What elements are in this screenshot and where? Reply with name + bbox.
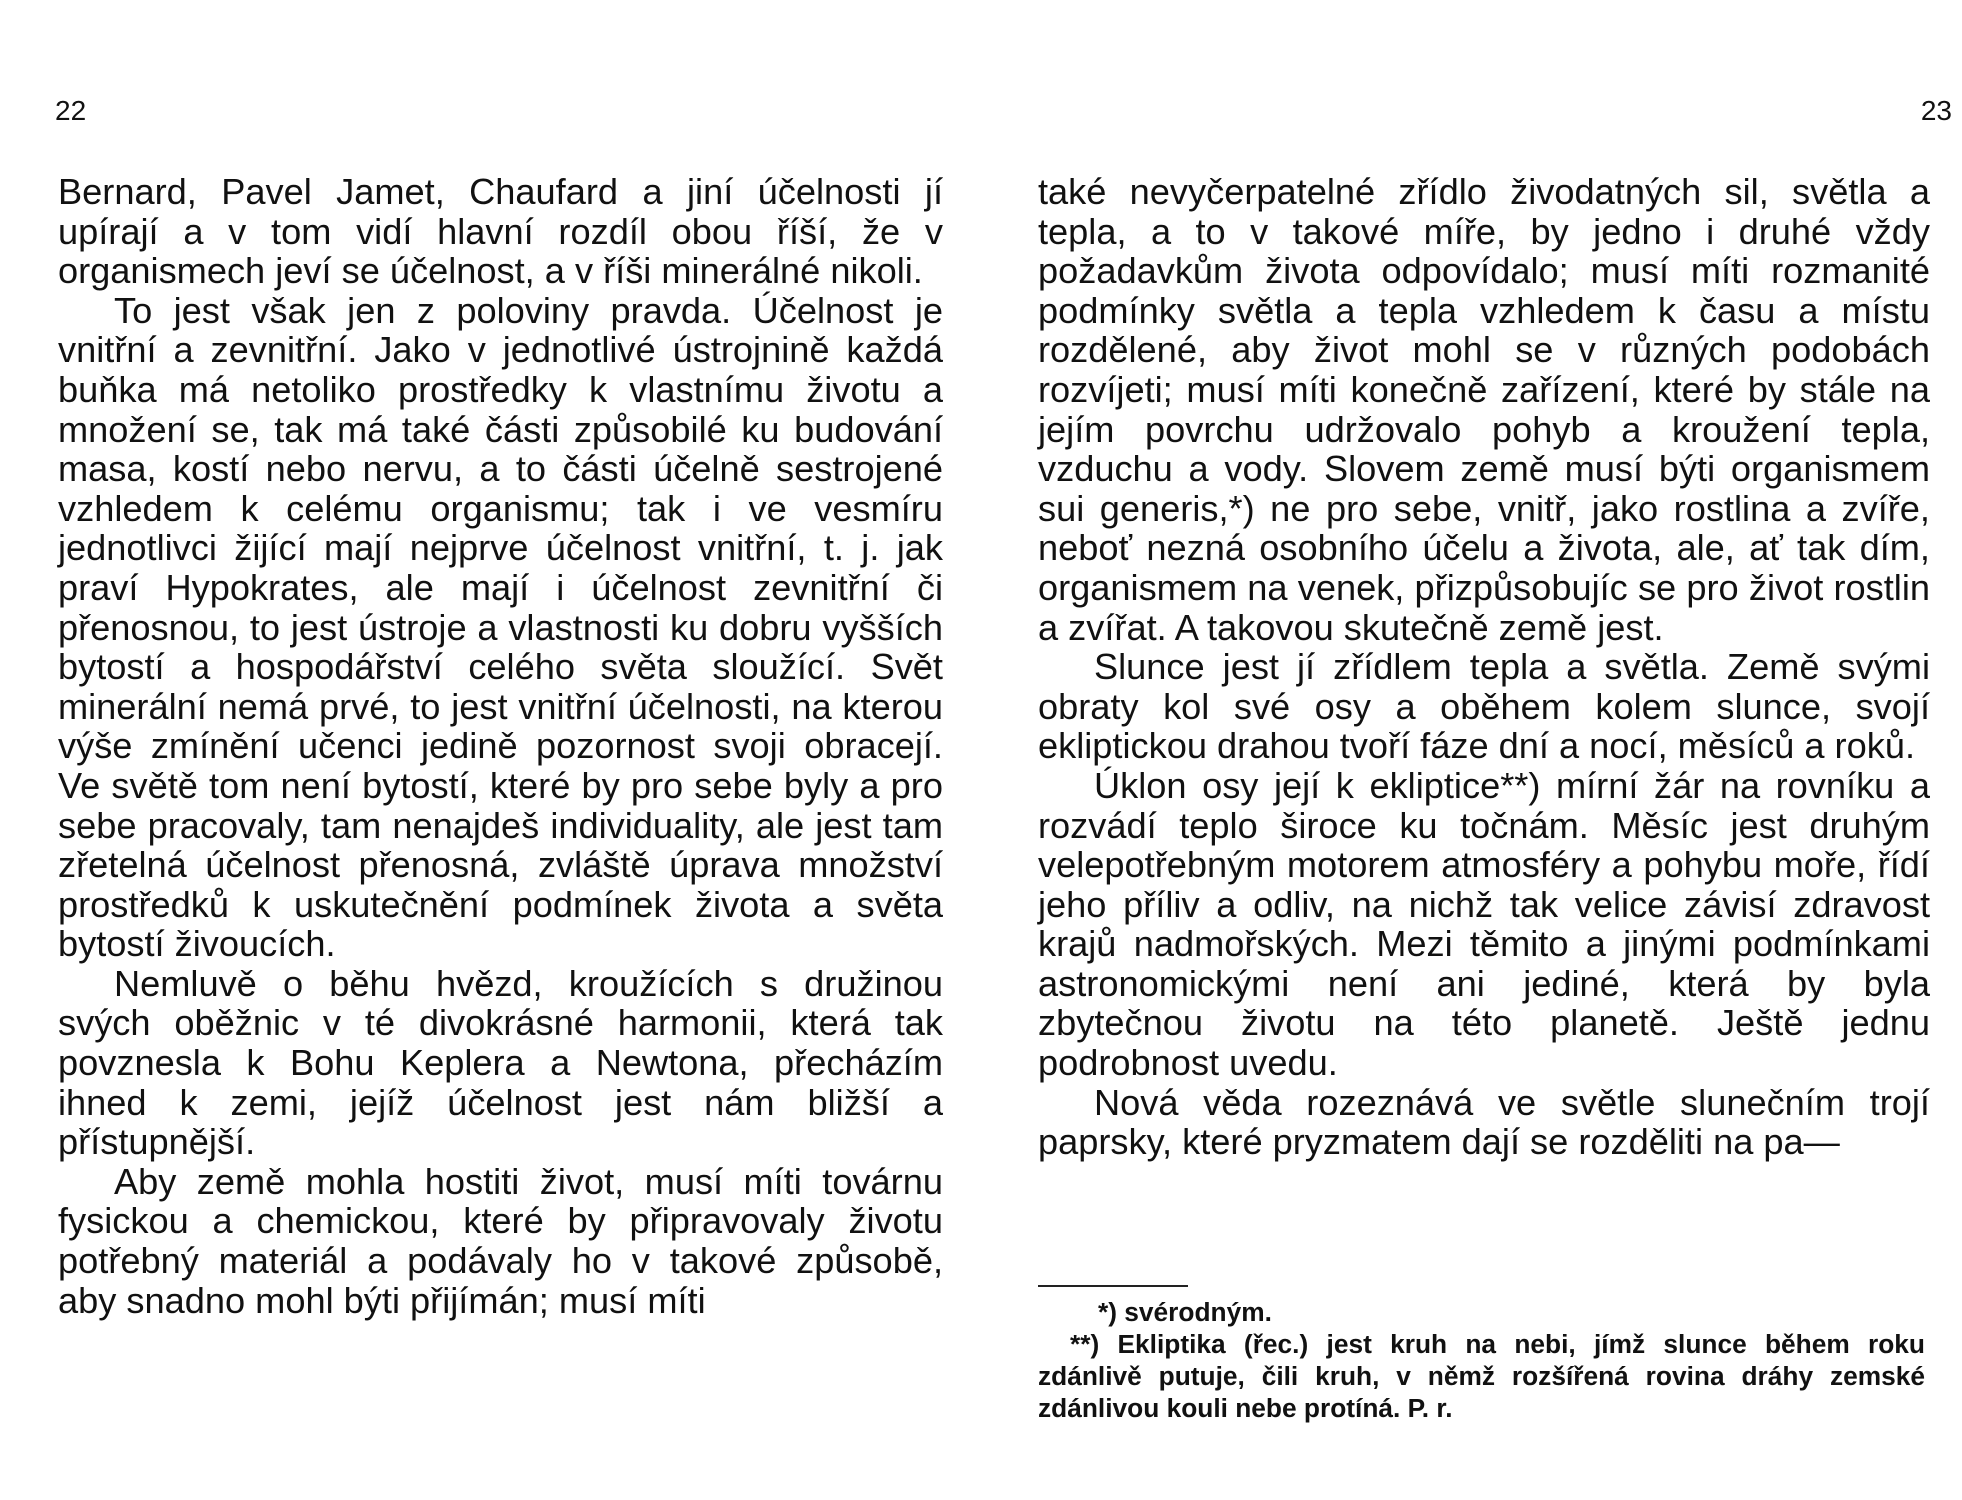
left-paragraph-3: Nemluvě o běhu hvězd, kroužících s družinou svých oběžnic v té divokrásné harmonii, která tak povznesla k Bohu Keplera a Newtona, přecházím ihned k zemi, jejíž účelnost jest nám bližší a přístupnější. [58, 962, 943, 1163]
left-paragraph-1: Bernard, Pavel Jamet, Chaufard a jiní účelnosti jí upírají a v tom vidí hlavní rozdíl obou říší, že v organismech jeví se účelnost, a v říši minerálné nikoli. [58, 171, 943, 292]
right-paragraph-1: také nevyčerpatelné zřídlo živodatných sil, světla a tepla, a to v takové míře, by jedno i druhé vždy požadavkům života odpovídalo; musí míti rozmanité podmínky světla a tepla vzhledem k času a místu rozdělené, aby život mohl se v různých podobách rozvíjeti; musí míti konečně zařízení, které by stále na jejím povrchu udržovalo pohyb a kroužení tepla, vzduchu a vody. Slovem země musí býti organismem sui generis,*) ne pro sebe, vnitř, jako rostlina a zvíře, neboť nezná osobního účelu a života, ale, ať tak dím, organismem na venek, přizpůsobujíc se pro život rostlin a zvířat. A takovou skutečně země jest. [1038, 171, 1930, 648]
left-paragraph-4: Aby země mohla hostiti život, musí míti továrnu fysickou a chemickou, které by připravovaly životu potřebný materiál a podávaly ho v takové způsobě, aby snadno mohl býti přijímán; musí míti [58, 1160, 943, 1321]
footnote-2: **) Ekliptika (řec.) jest kruh na nebi, jímž slunce během roku zdánlivě putuje, čili kruh, v němž rozšířená rovina dráhy zemské zdánlivou kouli nebe protíná. P. r. [1038, 1329, 1925, 1423]
footnotes [1038, 1296, 1925, 1424]
right-paragraph-2: Slunce jest jí zřídlem tepla a světla. Země svými obraty kol své osy a oběhem kolem slunce, svojí ekliptickou drahou tvoří fáze dní a nocí, měsíců a roků. [1038, 646, 1930, 767]
right-page-text [1038, 172, 1930, 1162]
right-page-number: 23 [1920, 95, 1952, 126]
left-paragraph-2: To jest však jen z poloviny pravda. Účelnost je vnitřní a zevnitřní. Jako v jednotlivé ústrojnině každá buňka má netoliko prostředky k vlastnímu životu a množení se, tak má také části způsobilé ku budování masa, kostí nebo nervu, a to části účelně sestrojené vzhledem k celému organismu; tak i ve vesmíru jednotlivci žijící mají nejprve účelnost vnitřní, t. j. jak praví Hypokrates, ale mají i účelnost zevnitřní či přenosnou, to jest ústroje a vlastnosti ku dobru vyšších bytostí a hospodářství celého světa sloužící. Svět minerální nemá prvé, to jest vnitřní účelnosti, na kterou výše zmínění učenci jedině pozornost svoji obracejí. Ve světě tom není bytostí, které by pro sebe byly a pro sebe pracovaly, tam nenajdeš individuality, ale jest tam zřetelná účelnost přenosná, zvláště úprava množství prostředků k uskutečnění podmínek života a světa bytostí živoucích. [58, 289, 943, 965]
footnote-1: *) svérodným. [1098, 1297, 1272, 1327]
footnote-divider [1038, 1285, 1188, 1287]
right-page [981, 0, 1962, 1500]
left-page-text [58, 172, 943, 1320]
right-paragraph-3: Úklon osy její k ekliptice**) mírní žár na rovníku a rozvádí teplo široce ku točnám. Měsíc jest druhým velepotřebným motorem atmosféry a pohybu moře, řídí jeho příliv a odliv, na nichž tak velice závisí zdravost krajů nadmořských. Mezi těmito a jinými podmínkami astronomickými není ani jediné, která by byla zbytečnou životu na této planetě. Ještě jednu podrobnost uvedu. [1038, 764, 1930, 1084]
left-page-number: 22 [55, 95, 87, 126]
right-paragraph-4: Nová věda rozeznává ve světle slunečním trojí paprsky, které pryzmatem dají se rozděliti na pa— [1038, 1081, 1930, 1163]
